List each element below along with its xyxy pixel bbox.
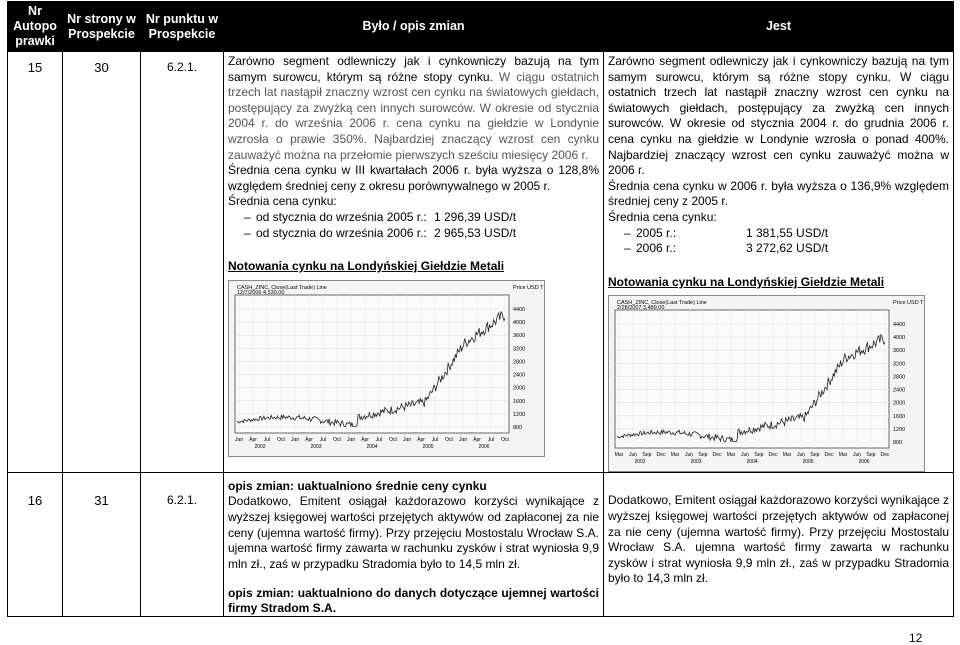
bylo-zinc-chart — [228, 280, 545, 457]
x-tick-label: Jan — [234, 436, 244, 443]
jest-paragraph-2: Średnia cena cynku w 2006 r. była wyższa o 136,9% względem średniej ceny z 2005 r. — [608, 178, 949, 209]
x-tick-label: Jul — [319, 436, 327, 443]
x-year-label: 2002 — [634, 459, 646, 466]
change-note-2: opis zmian: uaktualniono do danych dotyczące ujemnej wartości firmy Stradom S.A. — [228, 586, 599, 616]
bylo-chart-caption: Notowania cynku na Londyńskiej Giełdzie Metali — [228, 259, 505, 274]
x-tick-label: Jul — [263, 436, 271, 443]
y-tick-label: 2000 — [893, 400, 906, 407]
header-bylo: Było / opis zmian — [224, 2, 604, 52]
jest-paragraph-3: Średnia cena cynku: — [608, 209, 717, 224]
y-tick-label: 3200 — [513, 346, 526, 353]
x-tick-label: Apr — [249, 436, 257, 443]
x-tick-label: Jan — [458, 436, 468, 443]
bylo-paragraph-1: Zarówno segment odlewniczy jak i cynkowniczy bazują na tym samym surowcu, którym są różne stopy cynku. W ciągu ostatnich trzech lat nastąpił znaczny wzrost cen cynku na światowych giełdach, postępujący za zwyżką cen innych surowców. W okresie od stycznia 2004 r. do września 2006 r. cena cynku na giełdzie w Londynie wzrosła o prawie 350%. Najbardziej znaczący wzrost cen cynku zauważyć można na przełomie pierwszych sześciu miesięcy 2006 r. — [228, 54, 599, 162]
x-tick-label: Apr — [361, 436, 369, 443]
y-tick-label: 1200 — [513, 411, 526, 418]
bylo-item-2: – od stycznia do września 2006 r.: 2 965,53 USD/t — [244, 225, 517, 240]
x-tick-label: Oct — [333, 436, 341, 443]
header-row — [8, 2, 954, 52]
bylo-item-1: – od stycznia do września 2005 r.: 1 296,39 USD/t — [244, 209, 517, 224]
axis-title: Price USD T — [513, 284, 544, 291]
x-year-label: 2005 — [422, 443, 434, 450]
y-tick-label: 1600 — [513, 398, 526, 405]
jest-chart-svg — [609, 296, 924, 471]
change-note-1: opis zmian: uaktualniono średnie ceny cynku — [228, 479, 487, 494]
row-nr: 16 — [8, 473, 63, 617]
x-tick-label: Sep — [866, 452, 876, 459]
row-strona: 30 — [63, 52, 141, 473]
x-tick-label: Jan — [290, 436, 300, 443]
x-tick-label: Jul — [487, 436, 495, 443]
bylo-cell — [224, 52, 604, 473]
bylo-cell — [224, 473, 604, 617]
bylo-text: Dodatkowo, Emitent osiągał każdorazowo korzyści wynikające z wyższej księgowej wartości przejętych aktywów od zapłaconej za nie ceny (ujemna wartość firmy). Przy przejęciu Mostostalu Wrocław S.A. ujemna wartość firmy zawarta w rachunku zysków i strat wyniosła 9,9 mln zł., zaś w przypadku Stradomia było to 14,5 mln zł. — [228, 494, 599, 571]
y-tick-label: 2000 — [513, 385, 526, 392]
x-tick-label: Jan — [402, 436, 412, 443]
x-tick-label: Jan — [346, 436, 356, 443]
x-tick-label: Sep — [810, 452, 820, 459]
x-tick-label: Apr — [305, 436, 313, 443]
plot-area — [235, 295, 509, 433]
y-tick-label: 4000 — [893, 335, 906, 342]
x-year-label: 2006 — [478, 443, 490, 450]
y-tick-label: 800 — [893, 440, 903, 447]
bylo-paragraph-3: Średnia cena cynku: — [228, 194, 337, 209]
x-year-label: 2005 — [802, 459, 814, 466]
x-tick-label: Sep — [642, 452, 652, 459]
header-nr: Nr Autopo prawki — [8, 2, 63, 52]
x-tick-label: Jul — [431, 436, 439, 443]
row-nr: 15 — [8, 52, 63, 473]
page-number: 12 — [909, 631, 923, 645]
x-tick-label: Jun — [684, 452, 694, 459]
x-tick-label: Jun — [740, 452, 750, 459]
x-year-label: 2006 — [858, 459, 870, 466]
y-tick-label: 2800 — [513, 359, 526, 366]
x-tick-label: Jun — [852, 452, 862, 459]
x-tick-label: Dec — [768, 452, 778, 459]
header-strona: Nr strony w Prospekcie — [63, 2, 141, 52]
y-tick-label: 4400 — [513, 306, 526, 313]
x-tick-label: Jun — [796, 452, 806, 459]
x-tick-label: Apr — [417, 436, 425, 443]
jest-chart-caption: Notowania cynku na Londyńskiej Giełdzie Metali — [608, 274, 885, 289]
jest-cell — [604, 473, 954, 617]
plot-area — [615, 310, 889, 448]
y-tick-label: 1200 — [893, 427, 906, 434]
x-tick-label: Oct — [445, 436, 453, 443]
row-punkt: 6.2.1. — [141, 52, 224, 473]
x-year-label: 2004 — [366, 443, 378, 450]
x-tick-label: Oct — [389, 436, 397, 443]
x-tick-label: Jul — [375, 436, 383, 443]
jest-cell — [604, 52, 954, 473]
x-tick-label: Mar — [782, 452, 792, 459]
jest-text: Dodatkowo, Emitent osiągał każdorazowo korzyści wynikające z wyższej księgowej wartości przejętych aktywów od zapłaconej za nie ceny (ujemna wartość firmy). Przy przejęciu Mostostalu Wrocław S.A. ujemna wartość firmy zawarta w rachunku zysków i strat wyniosła 9,9 mln zł., zaś w przypadku Stradomia było to 14,3 mln zł. — [608, 493, 949, 586]
x-tick-label: Dec — [712, 452, 722, 459]
y-tick-label: 3600 — [893, 348, 906, 355]
jest-paragraph-1: Zarówno segment odlewniczy jak i cynkowniczy bazują na tym samym surowcu, którym są różne stopy cynku. W ciągu ostatnich trzech lat nastąpił znaczny wzrost cen cynku na światowych giełdach, postępujący za zwyżką cen innych surowców. W okresie od stycznia 2004 r. do grudnia 2006 r. cena cynku na giełdzie w Londynie wzrosła o ponad 400%. Najbardziej znaczący wzrost cen cynku zauważyć można w 2006 r. — [608, 54, 949, 178]
chart-series-label: CASH_ZINC, Close(Last Trade) Line — [237, 284, 327, 291]
amendments-table — [7, 1, 954, 617]
x-tick-label: Mar — [838, 452, 848, 459]
bylo-paragraph-2: Średnia cena cynku w III kwartałach 2006 r. była wyższa o 128,8% względem średniej ceny z okresu porównywalnego w 2005 r. — [228, 163, 599, 193]
jest-item-2: – 2006 r.: 3 272,62 USD/t — [624, 241, 829, 256]
table-row — [8, 473, 954, 617]
y-tick-label: 2400 — [893, 387, 906, 394]
x-tick-label: Apr — [473, 436, 481, 443]
x-year-label: 2004 — [746, 459, 758, 466]
x-tick-label: Oct — [501, 436, 509, 443]
chart-series-label: CASH_ZINC, Close(Last Trade) Line — [617, 300, 707, 307]
jest-zinc-chart — [608, 295, 925, 472]
x-tick-label: Dec — [656, 452, 666, 459]
y-tick-label: 1600 — [893, 414, 906, 421]
row-strona: 31 — [63, 473, 141, 617]
y-tick-label: 800 — [513, 424, 523, 431]
y-tick-label: 2400 — [513, 372, 526, 379]
x-year-label: 2003 — [310, 443, 322, 450]
y-tick-label: 4400 — [893, 322, 906, 329]
x-year-label: 2003 — [690, 459, 702, 466]
x-tick-label: Mar — [726, 452, 736, 459]
y-tick-label: 3600 — [513, 332, 526, 339]
x-tick-label: Mar — [614, 452, 624, 459]
table-row — [8, 52, 954, 473]
x-tick-label: Dec — [880, 452, 890, 459]
x-tick-label: Dec — [824, 452, 834, 459]
y-tick-label: 2800 — [893, 374, 906, 381]
header-jest: Jest — [604, 2, 954, 52]
x-tick-label: Mar — [670, 452, 680, 459]
x-tick-label: Sep — [754, 452, 764, 459]
x-tick-label: Oct — [277, 436, 285, 443]
axis-title: Price USD T — [893, 300, 924, 307]
y-tick-label: 4000 — [513, 319, 526, 326]
x-tick-label: Jun — [628, 452, 638, 459]
chart-date-label: 2/28/2007 3,489.00 — [617, 305, 665, 312]
jest-item-1: – 2005 r.: 1 381,55 USD/t — [624, 225, 829, 240]
chart-date-label: 12/7/2006 4,530.00 — [237, 289, 285, 296]
y-tick-label: 3200 — [893, 361, 906, 368]
header-punkt: Nr punktu w Prospekcie — [141, 2, 224, 52]
x-tick-label: Sep — [698, 452, 708, 459]
bylo-chart-svg — [229, 281, 544, 456]
row-punkt: 6.2.1. — [141, 473, 224, 617]
x-year-label: 2002 — [254, 443, 266, 450]
